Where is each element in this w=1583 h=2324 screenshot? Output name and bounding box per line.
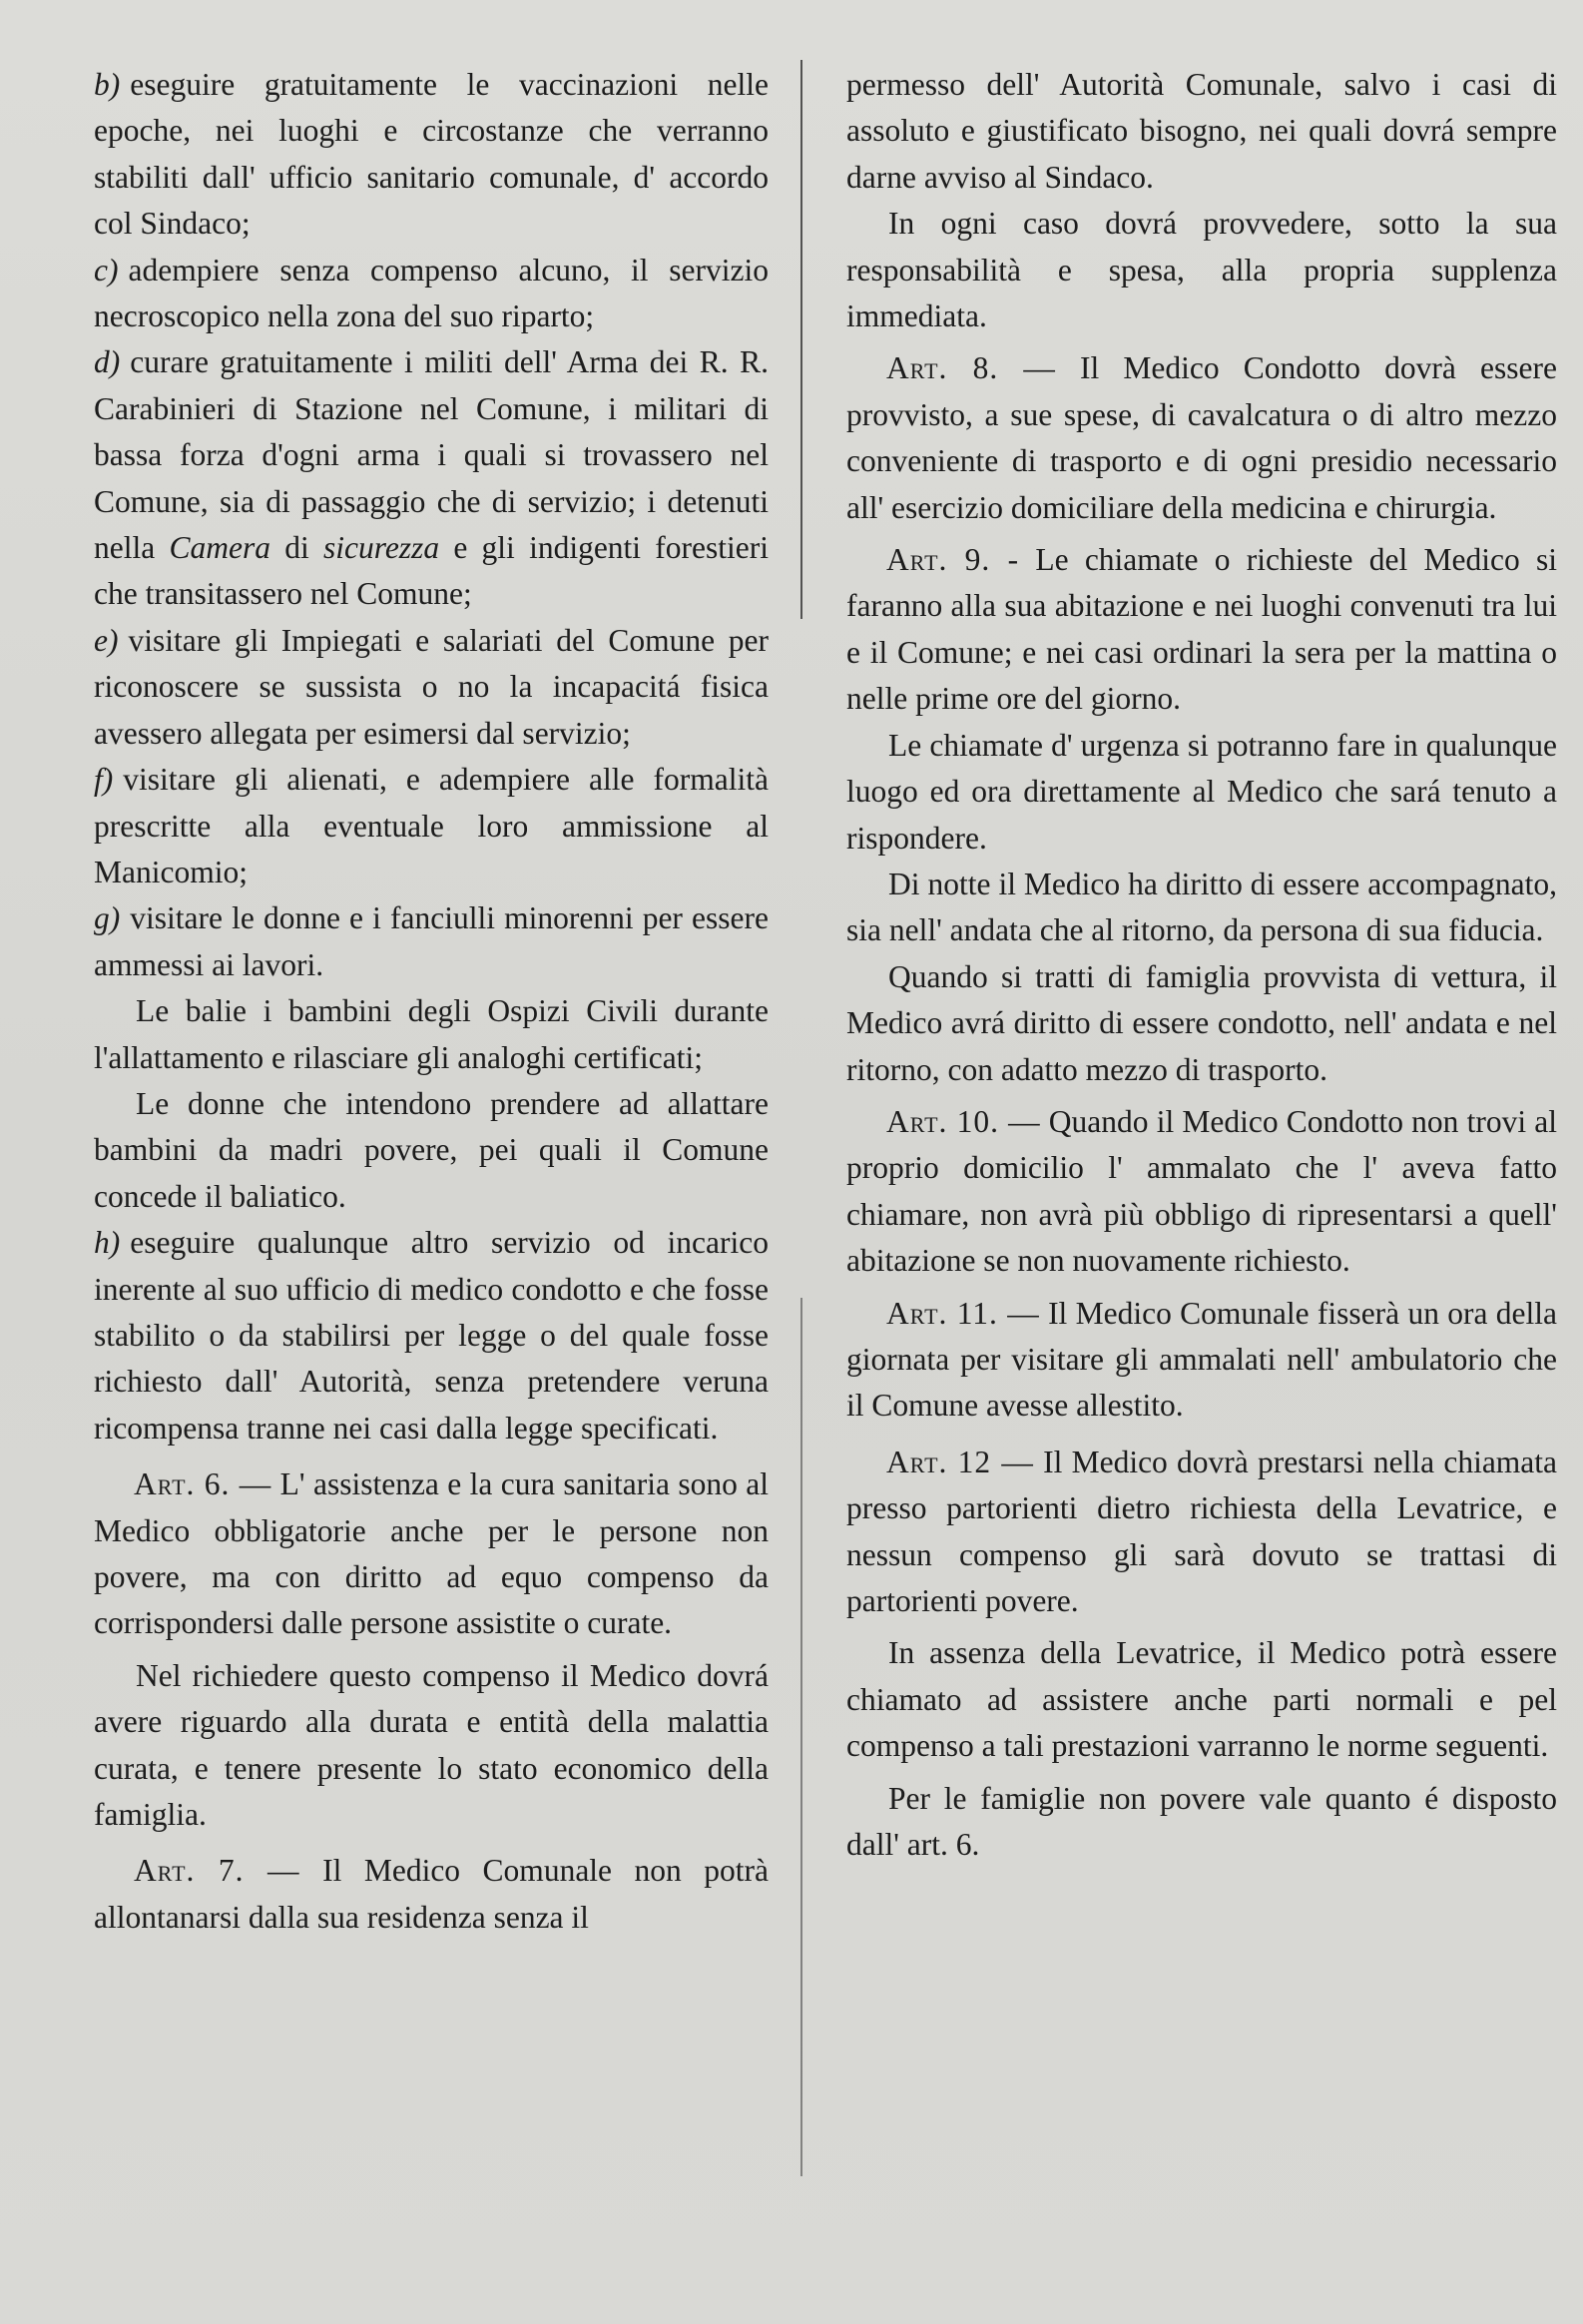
article-7-para-2: In ogni caso dovrá provvedere, sotto la sua responsabilità e spesa, alla propria supplenza immediata. <box>846 206 1557 334</box>
italic-term: Camera <box>169 530 270 566</box>
column-divider-lower <box>800 1298 802 2176</box>
article-7 <box>94 1848 769 1941</box>
article-12 <box>846 1440 1557 1625</box>
item-f <box>94 757 769 895</box>
item-g <box>94 895 769 988</box>
item-text: eseguire qualunque altro servizio od incarico inerente al suo ufficio di medico condotto e che fosse stabilito o da stabilirsi per legge o del quale fosse richiesto dall' Autorità, senza pretendere veruna ricompensa tranne nei casi dalla legge specificati. <box>94 1225 769 1446</box>
article-9-para-3: Di notte il Medico ha diritto di essere accompagnato, sia nell' andata che al ritorno, da persona di sua fiducia. <box>846 866 1557 948</box>
column-divider <box>800 60 802 619</box>
article-text: Le chiamate o richieste del Medico si faranno alla sua abitazione e nei luoghi convenuti tra lui e il Comune; e nei casi ordinari la sera per la mattina o nelle prime ore del giorno. <box>846 542 1557 717</box>
item-label: e) <box>94 622 119 658</box>
item-g-sub-2: Le donne che intendono prendere ad allattare bambini da madri povere, pei quali il Comune concede il baliatico. <box>94 1085 769 1214</box>
article-text: Il Medico Comunale fisserà un ora della giornata per visitare gli ammalati nell' ambulatorio che il Comune avesse allestito. <box>846 1295 1558 1424</box>
item-g-sub-1: Le balie i bambini degli Ospizi Civili durante l'allattamento e rilasciare gli analoghi certificati; <box>94 993 769 1075</box>
item-text: di <box>284 530 309 566</box>
article-12-para-3: Per le famiglie non povere vale quanto é disposto dall' art. 6. <box>846 1780 1557 1863</box>
item-label: g) <box>94 900 121 936</box>
item-text: visitare gli alienati, e adempiere alle formalità prescritte alla eventuale loro ammissione al Manicomio; <box>94 762 769 889</box>
item-h <box>94 1220 769 1452</box>
item-text: adempiere senza compenso alcuno, il servizio necroscopico nella zona del suo riparto; <box>94 252 769 334</box>
item-d <box>94 339 769 617</box>
item-b <box>94 62 769 248</box>
article-text: Il Medico Comunale non potrà allontanarsi dalla sua residenza senza il <box>94 1853 770 1935</box>
article-6 <box>94 1461 769 1647</box>
article-12-para-2: In assenza della Levatrice, il Medico potrà essere chiamato ad assistere anche parti normali e pel compenso a tali prestazioni varranno le norme seguenti. <box>846 1635 1557 1764</box>
item-text: curare gratuitamente i militi dell' Arma dei R. R. Carabinieri di Stazione nel Comune, i militari di bassa forza d'ogni arma i quali si trovassero nel Comune, sia di passaggio che di servizio; i detenuti nella <box>94 344 769 566</box>
article-10 <box>846 1099 1557 1285</box>
article-label: Art. 9. - <box>886 542 1020 578</box>
item-text: e gli indigenti forestieri che transitassero nel Comune; <box>94 530 769 612</box>
item-text: visitare gli Impiegati e salariati del Comune per riconoscere se sussista o no la incapacitá fisica avessero allegata per esimersi dal servizio; <box>94 622 769 751</box>
item-text: eseguire gratuitamente le vaccinazioni nelle epoche, nei luoghi e circostanze che verranno stabiliti dall' ufficio sanitario comunale, d' accordo col Sindaco; <box>94 67 769 242</box>
article-7-continued: permesso dell' Autorità Comunale, salvo i casi di assoluto e giustificato bisogno, nei quali dovrá sempre darne avviso al Sindaco. <box>846 67 1557 195</box>
right-column <box>846 62 1557 1868</box>
article-label: Art. 12 — <box>886 1444 1034 1479</box>
article-text: Il Medico Condotto dovrà essere provvisto, a sue spese, di cavalcatura o di altro mezzo conveniente di trasporto e di ogni presidio necessario all' esercizio domiciliare della medicina e chirurgia. <box>846 350 1557 525</box>
item-e <box>94 618 769 757</box>
article-9-para-2: Le chiamate d' urgenza si potranno fare in qualunque luogo ed ora direttamente al Medico che sará tenuto a rispondere. <box>846 727 1557 856</box>
article-label: Art. 11. — <box>886 1295 1040 1331</box>
article-6-para-2: Nel richiedere questo compenso il Medico dovrá avere riguardo alla durata e entità della malattia curata, e tenere presente lo stato economico della famiglia. <box>94 1657 769 1833</box>
item-label: d) <box>94 344 121 380</box>
article-label: Art. 6. — <box>134 1466 272 1502</box>
article-label: Art. 8. — <box>886 350 1056 386</box>
article-text: L' assistenza e la cura sanitaria sono al Medico obbligatorie anche per le persone non povere, ma con diritto ad equo compenso da corrispondersi dalle persone assistite o curate. <box>94 1466 770 1641</box>
article-label: Art. 10. — <box>886 1103 1041 1139</box>
item-label: b) <box>94 67 121 102</box>
article-text: Il Medico dovrà prestarsi nella chiamata presso partorienti dietro richiesta della Levatrice, e nessun compenso gli sarà dovuto se trattasi di partorienti povere. <box>846 1444 1558 1618</box>
article-8 <box>846 345 1557 531</box>
article-label: Art. 7. — <box>134 1853 300 1889</box>
article-9-para-4: Quando si tratti di famiglia provvista di vettura, il Medico avrá diritto di essere condotto, nell' andata e nel ritorno, con adatto mezzo di trasporto. <box>846 958 1557 1087</box>
item-text: visitare le donne e i fanciulli minorenni per essere ammessi ai lavori. <box>94 900 769 982</box>
article-11 <box>846 1291 1557 1430</box>
item-label: h) <box>94 1225 121 1261</box>
article-9 <box>846 537 1557 723</box>
item-label: f) <box>94 762 114 798</box>
italic-term: sicurezza <box>322 530 440 566</box>
item-label: c) <box>94 252 119 288</box>
article-text: Quando il Medico Condotto non trovi al proprio domicilio l' ammalato che l' aveva fatto chiamare, non avrà più obbligo di ripresentarsi a quell' abitazione se non nuovamente richiesto. <box>846 1103 1557 1279</box>
item-c <box>94 248 769 340</box>
left-column <box>94 62 769 1941</box>
